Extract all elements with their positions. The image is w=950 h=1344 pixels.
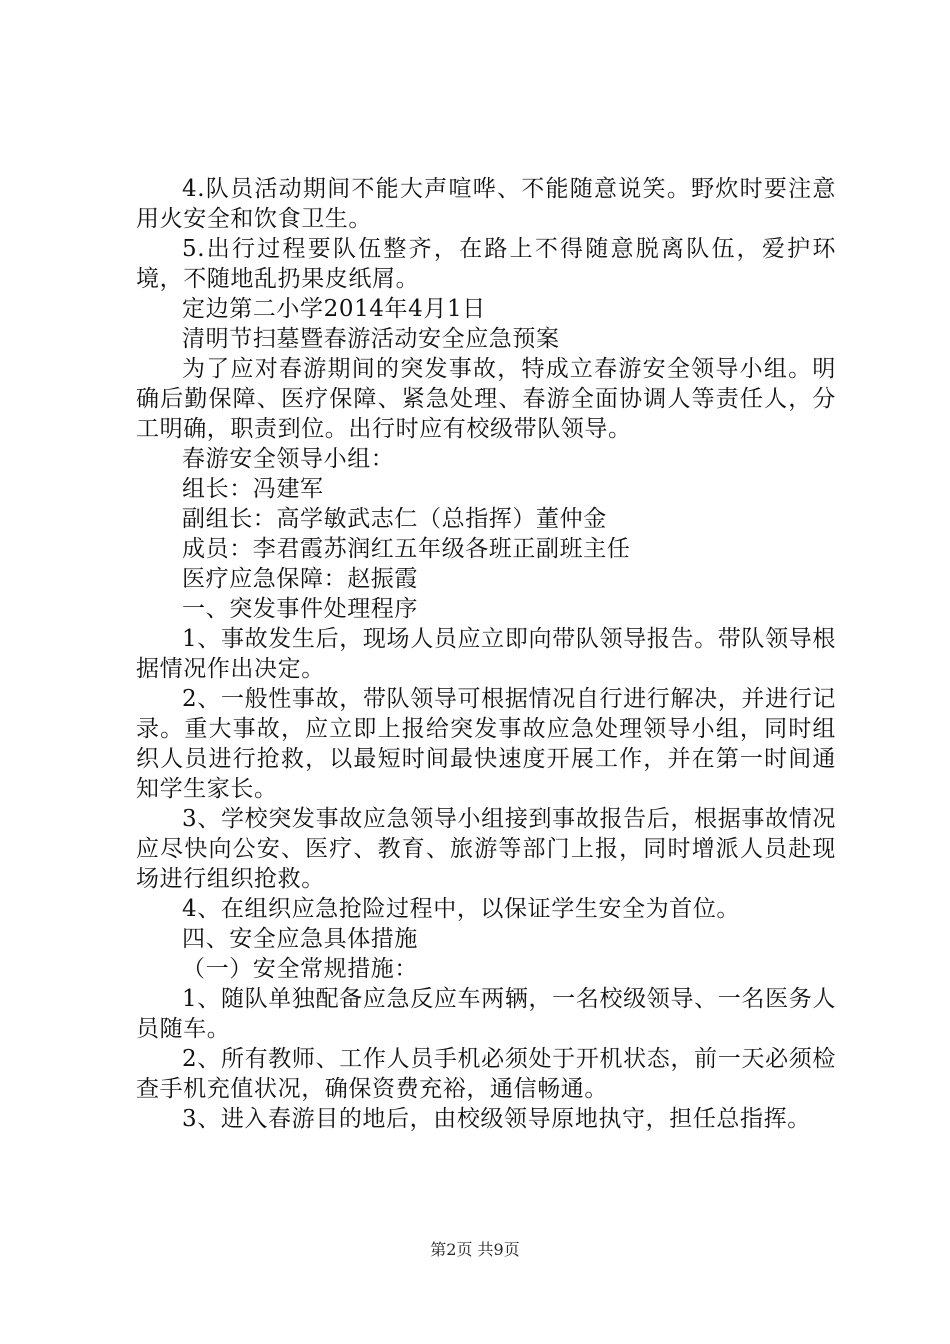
section-heading: 四、安全应急具体措施 <box>182 926 418 952</box>
paragraph: 2、一般性事故，带队领导可根据情况自行进行解决，并进行记录。重大事故，应立即上报给突发事故应急处理领导小组，同时组织人员进行抢救，以最短时间最快速度开展工作，并在第一时间通知学生家长。 <box>136 686 836 802</box>
paragraph: 4.队员活动期间不能大声喧哗、不能随意说笑。野炊时要注意用火安全和饮食卫生。 <box>136 176 836 232</box>
subsection-heading: （一）安全常规措施： <box>182 956 418 982</box>
paragraph: 5.出行过程要队伍整齐，在路上不得随意脱离队伍，爱护环境，不随地乱扔果皮纸屑。 <box>136 236 836 292</box>
paragraph: 2、所有教师、工作人员手机必须处于开机状态，前一天必须检查手机充值状况，确保资费充裕，通信畅通。 <box>136 1046 836 1102</box>
paragraph: 副组长：高学敏武志仁（总指挥）董仲金 <box>182 506 607 532</box>
paragraph: 医疗应急保障：赵振霞 <box>182 566 418 592</box>
section-heading: 一、突发事件处理程序 <box>182 596 418 622</box>
paragraph: 组长：冯建军 <box>182 476 324 502</box>
paragraph: 3、学校突发事故应急领导小组接到事故报告后，根据事故情况应尽快向公安、医疗、教育、旅游等部门上报，同时增派人员赴现场进行组织抢救。 <box>136 806 836 892</box>
paragraph: 1、随队单独配备应急反应车两辆，一名校级领导、一名医务人员随车。 <box>136 986 836 1042</box>
paragraph: 定边第二小学2014年4月1日 <box>182 296 486 322</box>
paragraph: 3、进入春游目的地后，由校级领导原地执守，担任总指挥。 <box>182 1106 811 1132</box>
paragraph: 为了应对春游期间的突发事故，特成立春游安全领导小组。明确后勤保障、医疗保障、紧急处理、春游全面协调人等责任人，分工明确，职责到位。出行时应有校级带队领导。 <box>136 356 836 442</box>
paragraph: 1、事故发生后，现场人员应立即向带队领导报告。带队领导根据情况作出决定。 <box>136 626 836 682</box>
page-footer <box>0 1240 950 1260</box>
paragraph: 春游安全领导小组： <box>182 446 395 472</box>
paragraph: 4、在组织应急抢险过程中，以保证学生安全为首位。 <box>182 896 741 922</box>
section-title: 清明节扫墓暨春游活动安全应急预案 <box>182 326 560 352</box>
page-number-label: 第2页 共9页 <box>430 1240 520 1259</box>
document-body <box>136 174 836 1134</box>
paragraph: 成员：李君霞苏润红五年级各班正副班主任 <box>182 536 631 562</box>
